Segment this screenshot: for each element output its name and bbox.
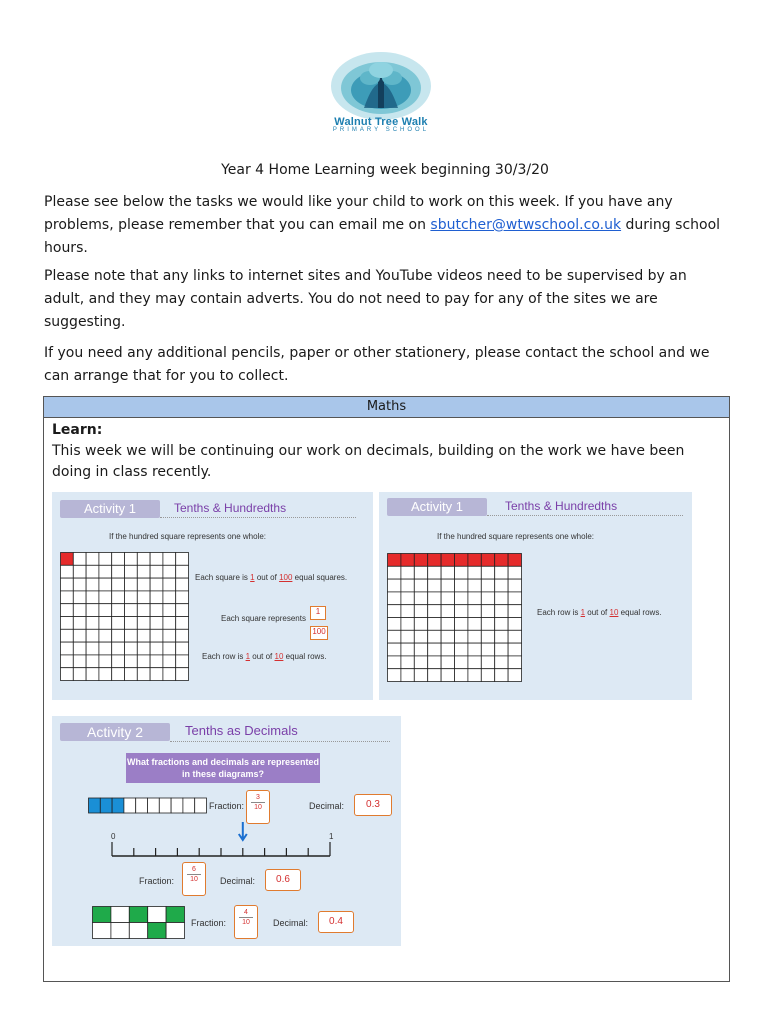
grid-cell (468, 554, 481, 567)
grid-cell (86, 642, 99, 655)
grid-cell (428, 579, 441, 592)
grid-cell (176, 604, 189, 617)
decimal-label: Decimal: (220, 876, 256, 886)
grid-cell (61, 565, 74, 578)
grid-cell (73, 565, 86, 578)
grid-cell (150, 591, 163, 604)
grid-cell (99, 591, 112, 604)
slide-activity-2 (52, 716, 401, 946)
grid-cell (388, 630, 401, 643)
tenths-cell (148, 907, 166, 923)
grid-cell (441, 643, 454, 656)
grid-cell (99, 617, 112, 630)
fraction-label: Fraction: (139, 876, 175, 886)
grid-cell (176, 642, 189, 655)
grid-cell (481, 605, 494, 618)
bar-cell (171, 798, 183, 813)
grid-cell (73, 668, 86, 681)
intro-paragraph-1: Please see below the tasks we would like your child to work on this week. If you have any problems, please remember that you can email me on sbutcher@wtwschool.co.uk during school hours. (44, 194, 721, 256)
grid-cell (414, 618, 427, 631)
grid-cell (163, 668, 176, 681)
grid-cell (401, 643, 414, 656)
grid-cell (508, 605, 521, 618)
maths-heading: Maths (44, 397, 729, 418)
represents-line: Each square represents (221, 614, 306, 623)
grid-cell (125, 642, 138, 655)
grid-cell (495, 592, 508, 605)
slide-activity-1-b (379, 492, 692, 700)
grid-cell (508, 592, 521, 605)
grid-cell (176, 591, 189, 604)
bar-cell (183, 798, 195, 813)
grid-cell (508, 669, 521, 682)
bar-cell (148, 798, 160, 813)
activity-title: Tenths & Hundredths (505, 499, 618, 513)
activity-title: Tenths as Decimals (185, 723, 298, 738)
tenths-cell (129, 907, 147, 923)
grid-cell (150, 655, 163, 668)
grid-cell (112, 668, 125, 681)
bar-cell (89, 798, 101, 813)
grid-cell (388, 566, 401, 579)
grid-cell (414, 669, 427, 682)
grid-cell (401, 618, 414, 631)
grid-cell (163, 629, 176, 642)
grid-cell (495, 643, 508, 656)
grid-cell (125, 553, 138, 566)
grid-cell (455, 566, 468, 579)
grid-cell (125, 617, 138, 630)
grid-cell (468, 669, 481, 682)
grid-cell (163, 578, 176, 591)
grid-cell (150, 617, 163, 630)
grid-cell (428, 554, 441, 567)
grid-cell (125, 668, 138, 681)
grid-cell (455, 643, 468, 656)
bar-cell (112, 798, 124, 813)
grid-cell (481, 669, 494, 682)
grid-cell (441, 669, 454, 682)
grid-cell (112, 655, 125, 668)
grid-cell (176, 668, 189, 681)
hundred-square-grid (387, 553, 523, 683)
each-row-line: Each row is 1 out of 10 equal rows. (202, 652, 327, 661)
grid-cell (455, 579, 468, 592)
grid-cell (125, 591, 138, 604)
grid-cell (455, 592, 468, 605)
tenths-cell (166, 923, 184, 939)
slide-activity-1-a (52, 492, 373, 700)
grid-cell (99, 565, 112, 578)
grid-cell (61, 668, 74, 681)
grid-cell (428, 630, 441, 643)
grid-cell (73, 591, 86, 604)
grid-cell (61, 617, 74, 630)
grid-cell (112, 591, 125, 604)
grid-cell (388, 643, 401, 656)
grid-cell (137, 642, 150, 655)
grid-cell (481, 554, 494, 567)
grid-cell (99, 642, 112, 655)
bar-cell (124, 798, 136, 813)
grid-cell (455, 669, 468, 682)
grid-cell (495, 656, 508, 669)
grid-cell (495, 630, 508, 643)
tenths-cell (93, 907, 111, 923)
hundred-square-grid (60, 552, 190, 682)
grid-cell (125, 565, 138, 578)
grid-cell (508, 618, 521, 631)
grid-cell (61, 655, 74, 668)
question-banner: What fractions and decimals are represented in these diagrams? (126, 753, 320, 783)
grid-cell (61, 553, 74, 566)
each-square-line: Each square is 1 out of 100 equal squares. (195, 573, 348, 582)
grid-cell (176, 578, 189, 591)
grid-cell (428, 605, 441, 618)
grid-cell (388, 669, 401, 682)
fraction-numerator-box: 1 (310, 606, 326, 620)
school-logo-text (312, 116, 450, 133)
grid-cell (388, 618, 401, 631)
decimal-answer-2: 0.6 (265, 869, 301, 891)
tenths-grid-green (92, 906, 187, 940)
fraction-denominator-box: 100 (310, 626, 328, 640)
fraction-answer-2: 6 10 (182, 862, 206, 896)
tenths-cell (129, 923, 147, 939)
grid-cell (388, 554, 401, 567)
grid-cell (428, 669, 441, 682)
document-title: Year 4 Home Learning week beginning 30/3/20 (221, 162, 549, 178)
grid-cell (401, 592, 414, 605)
grid-cell (61, 591, 74, 604)
grid-cell (137, 617, 150, 630)
grid-cell (414, 605, 427, 618)
grid-cell (508, 566, 521, 579)
grid-cell (481, 592, 494, 605)
grid-cell (150, 565, 163, 578)
school-name: Walnut Tree Walk (334, 116, 428, 128)
grid-cell (441, 579, 454, 592)
grid-cell (163, 617, 176, 630)
grid-cell (441, 618, 454, 631)
grid-cell (468, 566, 481, 579)
grid-cell (112, 642, 125, 655)
tenths-cell (93, 923, 111, 939)
grid-cell (468, 630, 481, 643)
grid-cell (125, 655, 138, 668)
grid-cell (176, 565, 189, 578)
grid-cell (414, 566, 427, 579)
grid-cell (61, 578, 74, 591)
grid-cell (495, 579, 508, 592)
each-row-line: Each row is 1 out of 10 equal rows. (537, 608, 662, 617)
grid-cell (86, 565, 99, 578)
grid-cell (388, 605, 401, 618)
grid-cell (414, 643, 427, 656)
grid-cell (508, 643, 521, 656)
grid-cell (150, 668, 163, 681)
grid-cell (428, 643, 441, 656)
grid-cell (401, 605, 414, 618)
grid-cell (61, 642, 74, 655)
grid-cell (508, 630, 521, 643)
grid-cell (508, 656, 521, 669)
grid-cell (137, 553, 150, 566)
grid-cell (176, 655, 189, 668)
grid-cell (468, 643, 481, 656)
decimal-label: Decimal: (309, 801, 345, 811)
learn-block (52, 420, 712, 483)
decimal-label: Decimal: (273, 918, 309, 928)
grid-cell (163, 553, 176, 566)
tenths-cell (166, 907, 184, 923)
grid-cell (112, 629, 125, 642)
grid-cell (86, 629, 99, 642)
grid-cell (137, 655, 150, 668)
grid-cell (401, 669, 414, 682)
grid-cell (125, 604, 138, 617)
grid-cell (99, 668, 112, 681)
tenths-bar-blue (88, 797, 208, 815)
grid-cell (150, 642, 163, 655)
grid-cell (112, 553, 125, 566)
grid-cell (163, 642, 176, 655)
grid-cell (176, 629, 189, 642)
grid-cell (137, 591, 150, 604)
fraction-answer-1: 3 10 (246, 790, 270, 824)
grid-cell (495, 669, 508, 682)
grid-cell (481, 630, 494, 643)
activity-title: Tenths & Hundredths (174, 501, 287, 515)
grid-cell (468, 579, 481, 592)
grid-cell (163, 591, 176, 604)
grid-cell (112, 604, 125, 617)
grid-cell (428, 592, 441, 605)
bar-cell (195, 798, 207, 813)
grid-cell (428, 618, 441, 631)
activity-badge: Activity 2 (60, 723, 170, 741)
fraction-label: Fraction: (191, 918, 227, 928)
grid-cell (86, 655, 99, 668)
grid-cell (441, 566, 454, 579)
grid-cell (481, 579, 494, 592)
numberline-end-label: 1 (329, 832, 334, 841)
grid-cell (468, 656, 481, 669)
grid-cell (99, 553, 112, 566)
grid-cell (73, 617, 86, 630)
grid-cell (455, 605, 468, 618)
number-line (108, 822, 338, 862)
grid-cell (163, 565, 176, 578)
grid-cell (125, 629, 138, 642)
grid-cell (441, 630, 454, 643)
grid-cell (401, 554, 414, 567)
grid-cell (455, 618, 468, 631)
grid-cell (150, 629, 163, 642)
grid-cell (401, 579, 414, 592)
grid-cell (414, 554, 427, 567)
grid-cell (495, 605, 508, 618)
grid-cell (99, 655, 112, 668)
grid-cell (388, 656, 401, 669)
grid-cell (125, 578, 138, 591)
grid-cell (73, 604, 86, 617)
grid-cell (86, 591, 99, 604)
grid-cell (61, 629, 74, 642)
grid-cell (468, 592, 481, 605)
intro-paragraph-2: Please note that any links to internet sites and YouTube videos need to be supervised by an adult, and they may contain adverts. You do not need to pay for any of the sites we are suggesting. (44, 268, 687, 330)
activity-badge: Activity 1 (60, 500, 160, 518)
grid-cell (112, 578, 125, 591)
grid-cell (73, 655, 86, 668)
grid-cell (414, 656, 427, 669)
grid-cell (99, 629, 112, 642)
grid-cell (441, 656, 454, 669)
teacher-email-link[interactable]: sbutcher@wtwschool.co.uk (430, 217, 622, 233)
grid-cell (112, 565, 125, 578)
grid-cell (401, 656, 414, 669)
grid-cell (428, 656, 441, 669)
grid-cell (388, 579, 401, 592)
grid-cell (137, 578, 150, 591)
grid-cell (441, 605, 454, 618)
grid-cell (481, 656, 494, 669)
grid-cell (150, 604, 163, 617)
grid-cell (176, 553, 189, 566)
decimal-answer-1: 0.3 (354, 794, 392, 816)
grid-cell (401, 630, 414, 643)
grid-cell (137, 565, 150, 578)
grid-cell (150, 578, 163, 591)
grid-cell (455, 630, 468, 643)
grid-cell (495, 554, 508, 567)
grid-cell (163, 604, 176, 617)
bar-cell (159, 798, 171, 813)
school-subtitle: PRIMARY SCHOOL (332, 127, 430, 133)
grid-cell (414, 630, 427, 643)
grid-cell (455, 554, 468, 567)
grid-cell (495, 618, 508, 631)
grid-cell (73, 553, 86, 566)
learn-text: This week we will be continuing our work on decimals, building on the work we have been doing in class recently. (52, 443, 685, 480)
grid-cell (441, 554, 454, 567)
grid-cell (495, 566, 508, 579)
grid-cell (137, 629, 150, 642)
grid-cell (86, 617, 99, 630)
grid-cell (481, 566, 494, 579)
grid-cell (86, 668, 99, 681)
grid-cell (112, 617, 125, 630)
grid-cell (99, 604, 112, 617)
tenths-cell (148, 923, 166, 939)
learn-label: Learn: (52, 422, 103, 438)
grid-cell (388, 592, 401, 605)
fraction-label: Fraction: (209, 801, 245, 811)
bar-cell (100, 798, 112, 813)
grid-cell (86, 578, 99, 591)
grid-cell (481, 643, 494, 656)
tenths-cell (111, 907, 129, 923)
bar-cell (136, 798, 148, 813)
grid-cell (414, 579, 427, 592)
grid-cell (455, 656, 468, 669)
fraction-answer-3: 4 10 (234, 905, 258, 939)
slide-prompt: If the hundred square represents one whole: (437, 532, 594, 541)
decimal-answer-3: 0.4 (318, 911, 354, 933)
grid-cell (428, 566, 441, 579)
grid-cell (468, 605, 481, 618)
grid-cell (508, 579, 521, 592)
tenths-cell (111, 923, 129, 939)
slide-prompt: If the hundred square represents one whole: (109, 532, 266, 541)
grid-cell (137, 604, 150, 617)
grid-cell (137, 668, 150, 681)
grid-cell (73, 642, 86, 655)
grid-cell (414, 592, 427, 605)
grid-cell (99, 578, 112, 591)
grid-cell (441, 592, 454, 605)
grid-cell (468, 618, 481, 631)
grid-cell (401, 566, 414, 579)
grid-cell (61, 604, 74, 617)
grid-cell (508, 554, 521, 567)
grid-cell (150, 553, 163, 566)
grid-cell (86, 604, 99, 617)
intro-paragraph-3: If you need any additional pencils, paper or other stationery, please contact the school and we can arrange that for you to collect. (44, 345, 710, 384)
numberline-start-label: 0 (111, 832, 116, 841)
grid-cell (73, 578, 86, 591)
activity-badge: Activity 1 (387, 498, 487, 516)
grid-cell (73, 629, 86, 642)
grid-cell (86, 553, 99, 566)
grid-cell (163, 655, 176, 668)
grid-cell (481, 618, 494, 631)
number-line-arrow (239, 822, 247, 840)
grid-cell (176, 617, 189, 630)
